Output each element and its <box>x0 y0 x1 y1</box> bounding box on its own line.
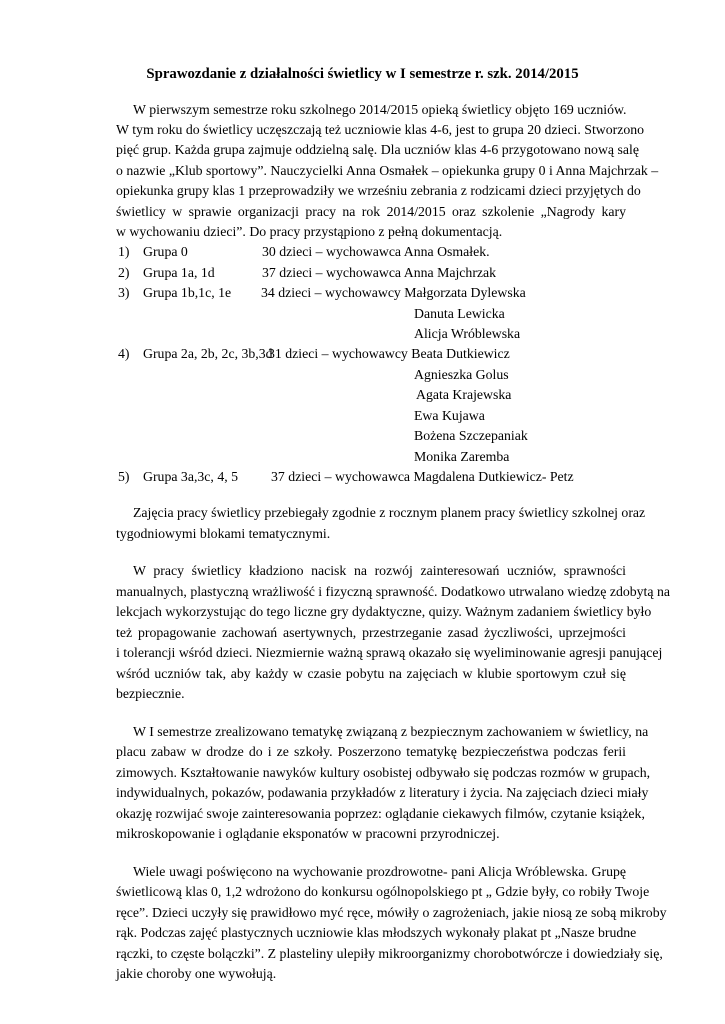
teacher-name: Agnieszka Golus <box>414 367 509 382</box>
text-line: zimowych. Kształtowanie nawyków kultury osobistej odbywało się podczas rozmów w grupach, <box>116 765 651 780</box>
text-line: rąk. Podczas zajęć plastycznych uczniowie klas młodszych wykonały plakat pt „Nasze brudne <box>116 925 637 940</box>
text-line: świetlicową klas 0, 1,2 wdrożono do konkursu ogólnopolskiego pt „ Gdzie były, co robiły Twoje <box>116 884 650 899</box>
list-number: 5) <box>118 469 130 484</box>
teacher-name: Monika Zaremba <box>414 449 510 464</box>
text-line: wśród uczniów tak, aby każdy w czasie pobytu na zajęciach w klubie sportowym czuł się <box>116 666 626 681</box>
text-line: W I semestrze zrealizowano tematykę związaną z bezpiecznym zachowaniem w świetlicy, na <box>133 724 649 739</box>
teacher-name: Ewa Kujawa <box>414 408 485 423</box>
list-number: 2) <box>118 265 130 280</box>
text-line: mikroskopowanie i oglądanie eksponatów w pracowni przyrodniczej. <box>116 826 500 841</box>
group-info: 31 dzieci – wychowawcy Beata Dutkiewicz <box>268 346 510 361</box>
text-line: W pracy świetlicy kładziono nacisk na rozwój zainteresowań uczniów, sprawności <box>133 563 626 578</box>
text-line: rączki, to częste bolączki”. Z plasteliny ulepiły mikroorganizmy chorobotwórcze i dowiedziały się, <box>116 946 663 961</box>
list-number: 1) <box>118 244 130 259</box>
text-line: placu zabaw w drodze do i ze szkoły. Poszerzono tematykę bezpieczeństwa podczas ferii <box>116 744 626 759</box>
list-number: 4) <box>118 346 130 361</box>
list-number: 3) <box>118 285 130 300</box>
group-info: 37 dzieci – wychowawca Anna Majchrzak <box>262 265 497 280</box>
text-line: indywidualnych, pokazów, podawania przykładów z literatury i życia. Na zajęciach dzieci miały <box>116 785 649 800</box>
text-line: bezpiecznie. <box>116 686 185 701</box>
text-line: tygodniowymi blokami tematycznymi. <box>116 526 331 541</box>
group-info: 30 dzieci – wychowawca Anna Osmałek. <box>262 244 490 259</box>
text-line: i tolerancji wśród dzieci. Niezmiernie ważną sprawą okazało się wyeliminowanie agresji panującej <box>116 645 663 660</box>
group-name: Grupa 2a, 2b, 2c, 3b,3d <box>143 346 273 361</box>
text-line: W tym roku do świetlicy uczęszczają też uczniowie klas 4-6, jest to grupa 20 dzieci. Stworzono <box>116 122 645 137</box>
text-line: manualnych, plastyczną wrażliwość i fizyczną sprawność. Dodatkowo utrwalano wiedzę zdobytą na <box>116 584 670 599</box>
text-line: pięć grup. Każda grupa zajmuje oddzielną salę. Dla uczniów klas 4-6 przygotowano nową salę <box>116 142 639 157</box>
group-info: 34 dzieci – wychowawcy Małgorzata Dylewska <box>261 285 526 300</box>
text-line: W pierwszym semestrze roku szkolnego 2014/2015 opieką świetlicy objęto 169 uczniów. <box>133 102 627 117</box>
text-line: jakie choroby one wywołują. <box>116 966 277 981</box>
group-name: Grupa 0 <box>143 244 188 259</box>
teacher-name: Danuta Lewicka <box>414 306 505 321</box>
teacher-name: Bożena Szczepaniak <box>414 428 528 443</box>
text-line: też propagowanie zachowań asertywnych, przestrzeganie zasad życzliwości, uprzejmości <box>116 625 626 640</box>
text-line: okazję rozwijać swoje zainteresowania poprzez: oglądanie ciekawych filmów, czytanie książek, <box>116 806 645 821</box>
group-name: Grupa 1a, 1d <box>143 265 215 280</box>
teacher-name: Agata Krajewska <box>416 387 512 402</box>
group-name: Grupa 1b,1c, 1e <box>143 285 232 300</box>
text-line: świetlicy w sprawie organizacji pracy na rok 2014/2015 oraz szkolenie „Nagrody kary <box>116 204 626 219</box>
text-line: opiekunka grupy klas 1 przeprowadziły we wrześniu zebrania z rodzicami dzieci przyjętych do <box>116 183 641 198</box>
text-line: Zajęcia pracy świetlicy przebiegały zgodnie z rocznym planem pracy świetlicy szkolnej oraz <box>133 505 646 520</box>
text-line: w wychowaniu dzieci”. Do pracy przystąpiono z pełną dokumentacją. <box>116 224 503 239</box>
group-name: Grupa 3a,3c, 4, 5 <box>143 469 239 484</box>
teacher-name: Alicja Wróblewska <box>414 326 521 341</box>
group-info: 37 dzieci – wychowawca Magdalena Dutkiewicz- Petz <box>271 469 574 484</box>
text-line: lekcjach wykorzystując do tego liczne gry dydaktyczne, quizy. Ważnym zadaniem świetlicy było <box>116 604 652 619</box>
document-title: Sprawozdanie z działalności świetlicy w I semestrze r. szk. 2014/2015 <box>146 66 579 82</box>
text-line: Wiele uwagi poświęcono na wychowanie prozdrowotne- pani Alicja Wróblewska. Grupę <box>133 864 626 879</box>
text-line: o nazwie „Klub sportowy”. Nauczycielki Anna Osmałek – opiekunka grupy 0 i Anna Majchrzak – <box>116 163 659 178</box>
text-line: ręce”. Dzieci uczyły się prawidłowo myć ręce, mówiły o zagrożeniach, jakie niosą ze sobą mikroby <box>116 905 667 920</box>
